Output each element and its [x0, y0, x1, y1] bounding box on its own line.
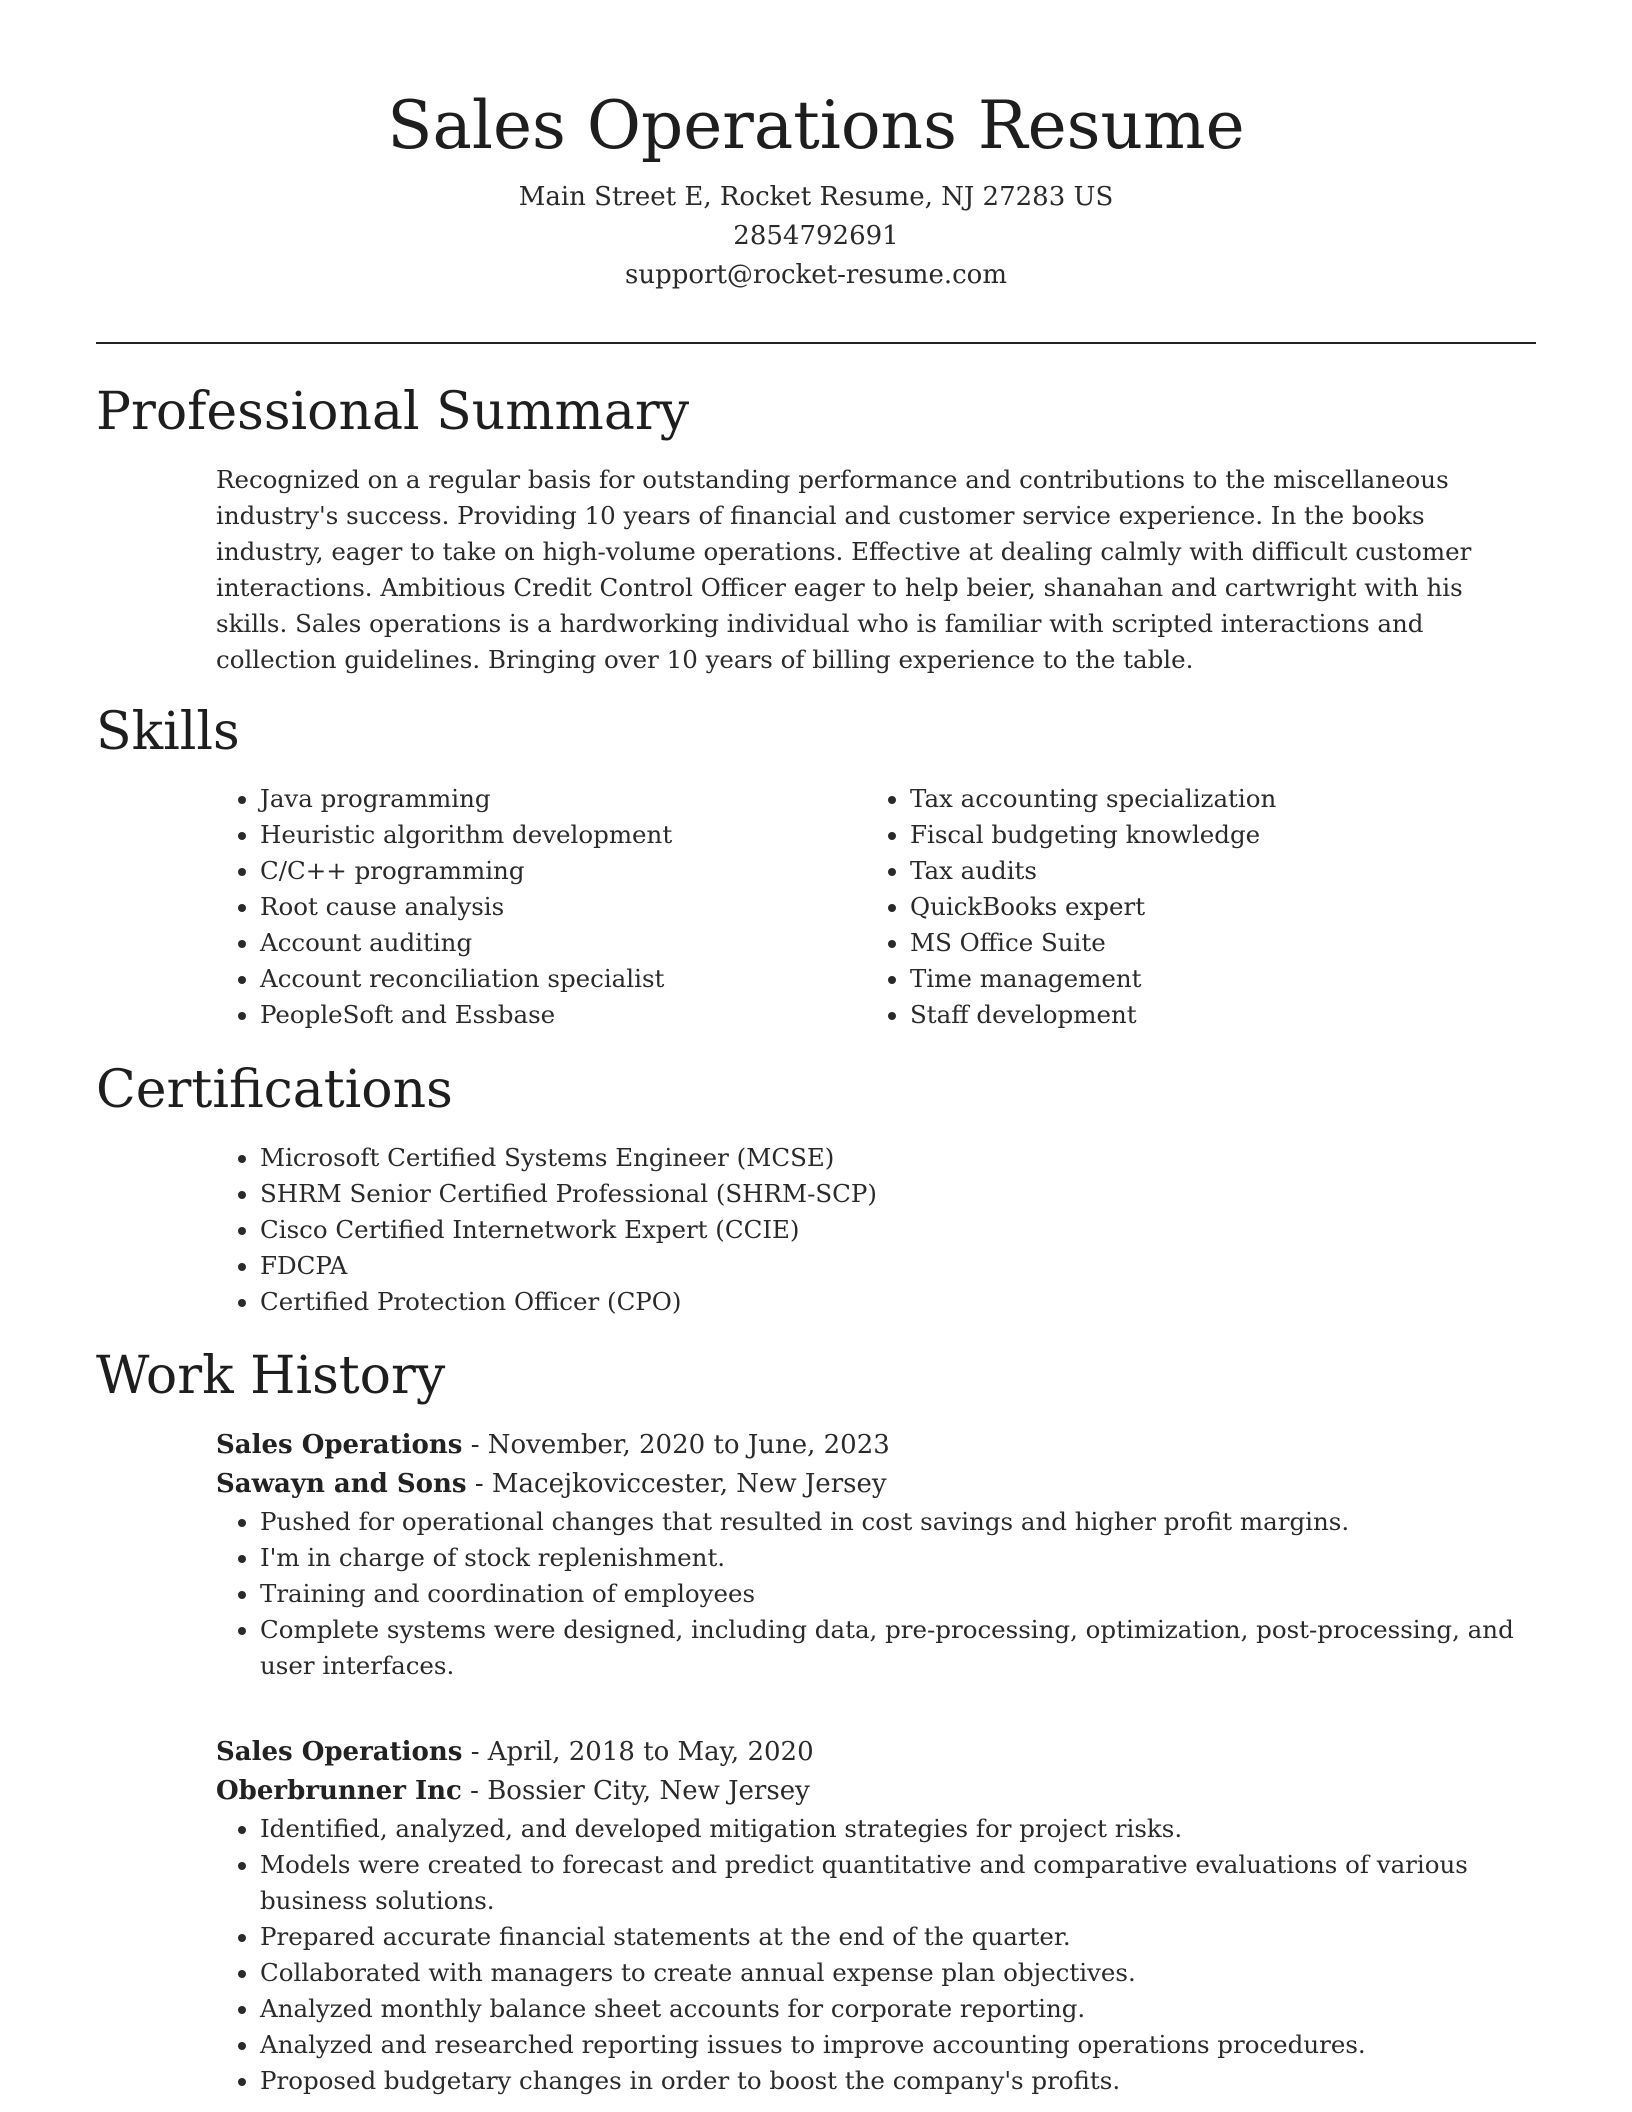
- job-title-line: [216, 1733, 1538, 1772]
- section-heading-skills: Skills: [96, 702, 240, 762]
- list-item: • Proposed budgetary changes in order to boost the company's profits.: [260, 2063, 1538, 2099]
- list-item: • Analyzed and researched reporting issues to improve accounting operations procedures.: [260, 2027, 1538, 2063]
- list-item: • Prepared accurate financial statements at the end of the quarter.: [260, 1919, 1538, 1955]
- contact-phone: 2854792691: [733, 221, 899, 251]
- job-separator: -: [474, 1469, 492, 1499]
- list-item: • Training and coordination of employees: [260, 1576, 1538, 1612]
- job-entry: [216, 1426, 1538, 1684]
- list-item: • Complete systems were designed, including data, pre-processing, optimization, post-processing, and user interfaces.: [260, 1612, 1538, 1684]
- certifications-list-wrap: [216, 1140, 1516, 1320]
- list-item: • SHRM Senior Certified Professional (SHRM-SCP): [260, 1176, 1516, 1212]
- list-item: • Tax audits: [910, 853, 1526, 889]
- section-heading-summary: Professional Summary: [96, 382, 690, 442]
- list-item: • Pushed for operational changes that resulted in cost savings and higher profit margins.: [260, 1504, 1538, 1540]
- list-item: • Root cause analysis: [260, 889, 816, 925]
- job-title: Sales Operations: [216, 1430, 463, 1460]
- resume-header: [0, 86, 1632, 295]
- list-item: • Microsoft Certified Systems Engineer (MCSE): [260, 1140, 1516, 1176]
- list-item: • PeopleSoft and Essbase: [260, 997, 816, 1033]
- list-item: • C/C++ programming: [260, 853, 816, 889]
- list-item: • Tax accounting specialization: [910, 781, 1526, 817]
- list-item: • Cisco Certified Internetwork Expert (CCIE): [260, 1212, 1516, 1248]
- job-title: Sales Operations: [216, 1737, 463, 1767]
- list-item: • I'm in charge of stock replenishment.: [260, 1540, 1538, 1576]
- job-dates: April, 2018 to May, 2020: [487, 1737, 814, 1767]
- list-item: • Collaborated with managers to create annual expense plan objectives.: [260, 1955, 1538, 1991]
- list-item: • Certified Protection Officer (CPO): [260, 1284, 1516, 1320]
- list-item: • Staff development: [910, 997, 1526, 1033]
- list-item: • Account reconciliation specialist: [260, 961, 816, 997]
- list-item: • MS Office Suite: [910, 925, 1526, 961]
- section-heading-work-history: Work History: [96, 1346, 446, 1406]
- job-entry: [216, 1733, 1538, 2099]
- job-bullets: [216, 1811, 1538, 2099]
- page-title: Sales Operations Resume: [387, 87, 1245, 164]
- job-dates: November, 2020 to June, 2023: [487, 1430, 890, 1460]
- job-location: Bossier City, New Jersey: [487, 1776, 810, 1806]
- job-company-line: [216, 1772, 1538, 1811]
- skills-list-right: [866, 781, 1526, 1033]
- job-title-line: [216, 1426, 1538, 1465]
- list-item: • Fiscal budgeting knowledge: [910, 817, 1526, 853]
- list-item: • FDCPA: [260, 1248, 1516, 1284]
- list-item: • Identified, analyzed, and developed mitigation strategies for project risks.: [260, 1811, 1538, 1847]
- skills-list-left: [216, 781, 816, 1033]
- contact-block: [0, 178, 1632, 295]
- skills-column-right: [866, 781, 1526, 1033]
- header-divider: [96, 342, 1536, 344]
- list-item: • QuickBooks expert: [910, 889, 1526, 925]
- job-separator: -: [470, 1737, 488, 1767]
- job-company: Sawayn and Sons: [216, 1469, 467, 1499]
- list-item: • Analyzed monthly balance sheet accounts for corporate reporting.: [260, 1991, 1538, 2027]
- job-company: Oberbrunner Inc: [216, 1776, 462, 1806]
- contact-address: Main Street E, Rocket Resume, NJ 27283 US: [518, 182, 1114, 212]
- job-bullets: [216, 1504, 1538, 1684]
- list-item: • Java programming: [260, 781, 816, 817]
- list-item: • Time management: [910, 961, 1526, 997]
- skills-column-left: [216, 781, 816, 1033]
- list-item: • Models were created to forecast and predict quantitative and comparative evaluations of various business solutions.: [260, 1847, 1538, 1919]
- list-item: • Heuristic algorithm development: [260, 817, 816, 853]
- job-separator: -: [470, 1776, 488, 1806]
- contact-email: support@rocket-resume.com: [624, 260, 1007, 290]
- summary-text: Recognized on a regular basis for outstanding performance and contributions to the miscellaneous industry's success. Providing 10 years of financial and customer service experience. In the books industry, eager to take on high-volume operations. Effective at dealing calmly with difficult customer interactions. Ambitious Credit Control Officer eager to help beier, shanahan and cartwright with his skills. Sales operations is a hardworking individual who is familiar with scripted interactions and collection guidelines. Bringing over 10 years of billing experience to the table.: [216, 465, 1472, 674]
- certifications-list: [216, 1140, 1516, 1320]
- job-company-line: [216, 1465, 1538, 1504]
- list-item: • Account auditing: [260, 925, 816, 961]
- job-location: Macejkoviccester, New Jersey: [491, 1469, 887, 1499]
- job-separator: -: [470, 1430, 488, 1460]
- section-heading-certifications: Certifications: [96, 1060, 453, 1120]
